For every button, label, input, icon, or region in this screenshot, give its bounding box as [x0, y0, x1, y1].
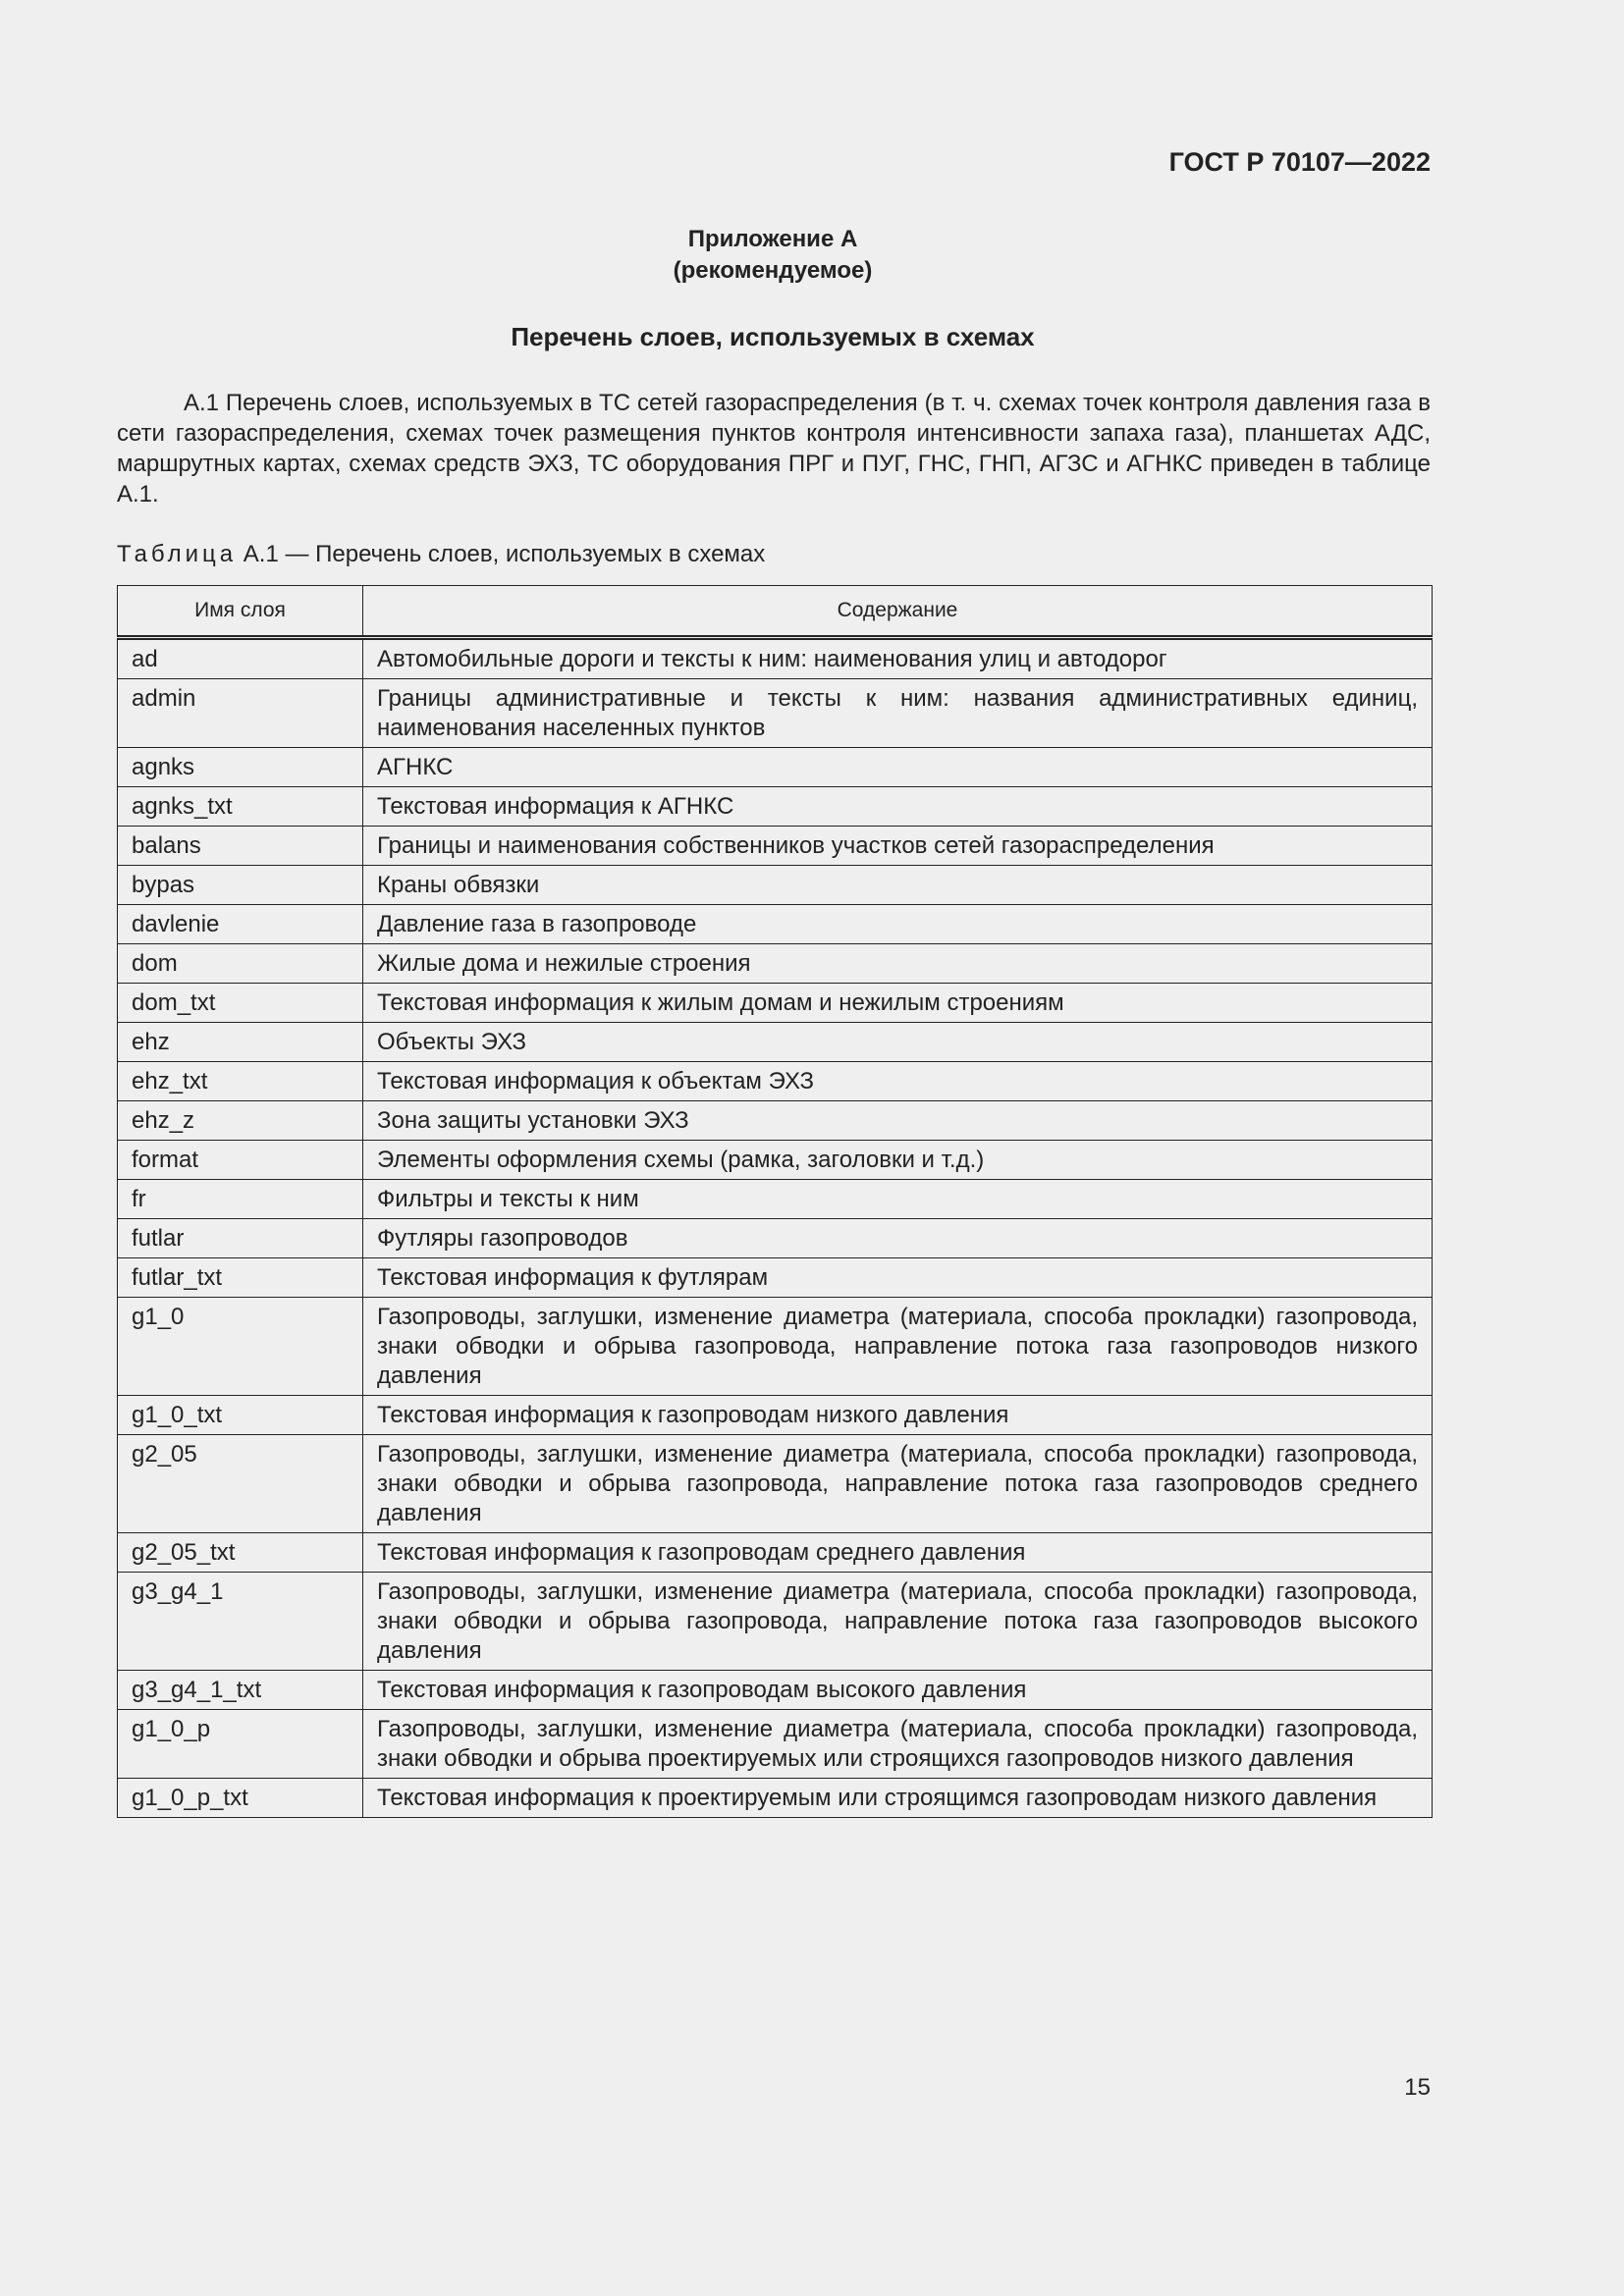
table-row: [118, 1180, 1433, 1219]
page-number: 15: [1404, 2074, 1431, 2101]
column-header-layer-name: Имя слоя: [118, 586, 363, 638]
layer-content-cell: Газопроводы, заглушки, изменение диаметра (материала, способа прокладки) газопровода, знаки обводки и обрыва газопровода, направление потока газа газопроводов среднего давления: [363, 1435, 1433, 1533]
layer-content-cell: Автомобильные дороги и тексты к ним: наименования улиц и автодорог: [363, 638, 1433, 679]
layer-name-cell: ehz_txt: [118, 1062, 363, 1101]
layer-content-cell: Газопроводы, заглушки, изменение диаметра (материала, способа прокладки) газопровода, знаки обводки и обрыва проектируемых или строящихся газопроводов низкого давления: [363, 1710, 1433, 1779]
table-row: [118, 1710, 1433, 1779]
layer-content-cell: Футляры газопроводов: [363, 1219, 1433, 1258]
table-row: [118, 944, 1433, 984]
annex-status: (рекомендуемое): [673, 257, 873, 284]
layer-content-cell: Границы административные и тексты к ним: названия административных единиц, наименования населенных пунктов: [363, 679, 1433, 748]
column-header-content: Содержание: [363, 586, 1433, 638]
layer-content-cell: Текстовая информация к проектируемым или строящимся газопроводам низкого давления: [363, 1779, 1433, 1818]
layer-content-cell: Текстовая информация к газопроводам низкого давления: [363, 1396, 1433, 1435]
table-row: [118, 905, 1433, 944]
table-row: [118, 1219, 1433, 1258]
layer-name-cell: futlar: [118, 1219, 363, 1258]
layer-name-cell: g1_0_p_txt: [118, 1779, 363, 1818]
layer-name-cell: agnks: [118, 748, 363, 787]
layer-name-cell: ehz: [118, 1023, 363, 1062]
layer-content-cell: АГНКС: [363, 748, 1433, 787]
layer-name-cell: g2_05: [118, 1435, 363, 1533]
layer-name-cell: dom_txt: [118, 984, 363, 1023]
standard-number: ГОСТ Р 70107—2022: [1168, 147, 1431, 177]
layer-name-cell: davlenie: [118, 905, 363, 944]
layer-content-cell: Краны обвязки: [363, 866, 1433, 905]
layers-table: [117, 585, 1433, 1818]
layer-name-cell: g2_05_txt: [118, 1533, 363, 1573]
table-row: [118, 1023, 1433, 1062]
layer-name-cell: futlar_txt: [118, 1258, 363, 1298]
table-row: [118, 827, 1433, 866]
table-row: [118, 984, 1433, 1023]
section-title: Перечень слоев, используемых в схемах: [511, 322, 1035, 351]
layer-name-cell: g1_0_txt: [118, 1396, 363, 1435]
layer-name-cell: ehz_z: [118, 1101, 363, 1141]
table-row: [118, 679, 1433, 748]
table-row: [118, 1141, 1433, 1180]
layer-content-cell: Газопроводы, заглушки, изменение диаметра (материала, способа прокладки) газопровода, знаки обводки и обрыва газопровода, направление потока газа газопроводов высокого давления: [363, 1573, 1433, 1671]
table-row: [118, 1779, 1433, 1818]
annex-heading: [0, 224, 1545, 287]
layer-name-cell: g3_g4_1: [118, 1573, 363, 1671]
table-row: [118, 866, 1433, 905]
layer-content-cell: Объекты ЭХЗ: [363, 1023, 1433, 1062]
layer-content-cell: Давление газа в газопроводе: [363, 905, 1433, 944]
table-row: [118, 1062, 1433, 1101]
layer-content-cell: Текстовая информация к АГНКС: [363, 787, 1433, 827]
layer-name-cell: format: [118, 1141, 363, 1180]
table-row: [118, 1435, 1433, 1533]
layer-name-cell: agnks_txt: [118, 787, 363, 827]
layers-table-body: [118, 638, 1433, 1818]
table-row: [118, 1396, 1433, 1435]
table-row: [118, 1533, 1433, 1573]
layer-content-cell: Текстовая информация к газопроводам среднего давления: [363, 1533, 1433, 1573]
table-row: [118, 1258, 1433, 1298]
table-row: [118, 748, 1433, 787]
layer-name-cell: g1_0_p: [118, 1710, 363, 1779]
layer-content-cell: Газопроводы, заглушки, изменение диаметра (материала, способа прокладки) газопровода, знаки обводки и обрыва газопровода, направление потока газа газопроводов низкого давления: [363, 1298, 1433, 1396]
intro-paragraph: А.1 Перечень слоев, используемых в ТС сетей газораспределения (в т. ч. схемах точек контроля давления газа в сети газораспределения, схемах точек размещения пунктов контроля интенсивности запаха газа), планшетах АДС, маршрутных картах, схемах средств ЭХЗ, ТС оборудования ПРГ и ПУГ, ГНС, ГНП, АГЗС и АГНКС приведен в таблице А.1.: [117, 390, 1431, 507]
layer-content-cell: Границы и наименования собственников участков сетей газораспределения: [363, 827, 1433, 866]
layer-content-cell: Текстовая информация к объектам ЭХЗ: [363, 1062, 1433, 1101]
layer-content-cell: Текстовая информация к газопроводам высокого давления: [363, 1671, 1433, 1710]
layer-name-cell: admin: [118, 679, 363, 748]
layer-content-cell: Зона защиты установки ЭХЗ: [363, 1101, 1433, 1141]
table-caption-word: Таблица: [117, 541, 238, 567]
table-caption-text: А.1 — Перечень слоев, используемых в схемах: [243, 541, 766, 567]
layer-content-cell: Текстовая информация к жилым домам и нежилым строениям: [363, 984, 1433, 1023]
layer-content-cell: Текстовая информация к футлярам: [363, 1258, 1433, 1298]
layer-content-cell: Фильтры и тексты к ним: [363, 1180, 1433, 1219]
layer-name-cell: g1_0: [118, 1298, 363, 1396]
layer-content-cell: Элементы оформления схемы (рамка, заголовки и т.д.): [363, 1141, 1433, 1180]
annex-title: Приложение А: [687, 226, 858, 252]
table-row: [118, 1573, 1433, 1671]
layer-name-cell: g3_g4_1_txt: [118, 1671, 363, 1710]
table-row: [118, 1671, 1433, 1710]
table-row: [118, 638, 1433, 679]
table-caption: [117, 541, 765, 568]
layer-name-cell: bypas: [118, 866, 363, 905]
layer-name-cell: balans: [118, 827, 363, 866]
layer-name-cell: dom: [118, 944, 363, 984]
layer-content-cell: Жилые дома и нежилые строения: [363, 944, 1433, 984]
table-header-row: [118, 586, 1433, 638]
table-row: [118, 1101, 1433, 1141]
layer-name-cell: fr: [118, 1180, 363, 1219]
table-row: [118, 1298, 1433, 1396]
table-row: [118, 787, 1433, 827]
layer-name-cell: ad: [118, 638, 363, 679]
